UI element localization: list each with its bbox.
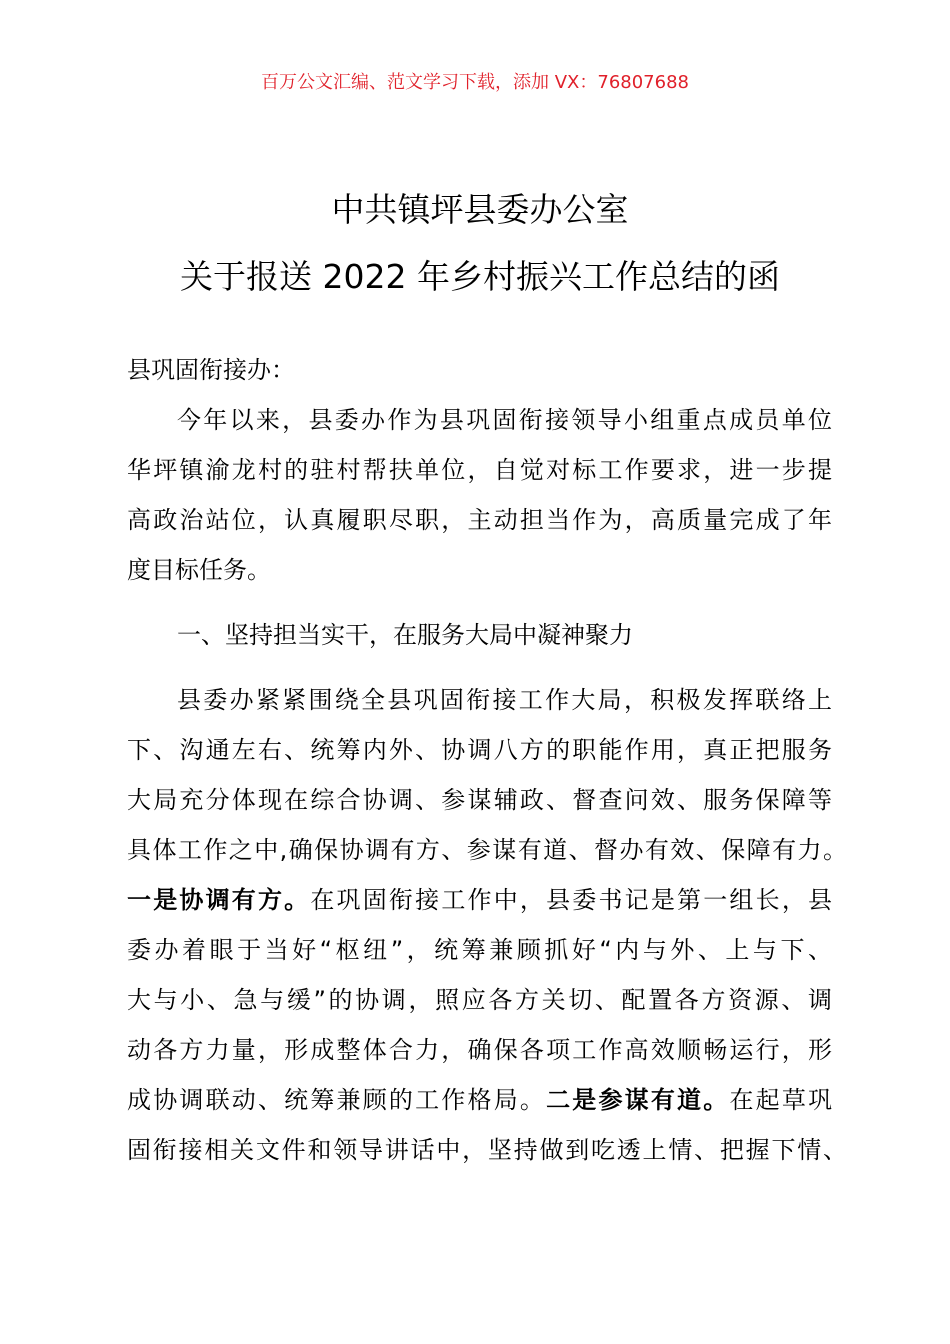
text-segment: 一、坚持担当实干，在服务大局中凝神聚力 — [177, 621, 633, 649]
text-segment: 华坪镇渝龙村的驻村帮扶单位，自觉对标工作要求，进一步提 — [127, 456, 832, 484]
text-segment: 高政治站位，认真履职尽职，主动担当作为，高质量完成了年 — [127, 506, 832, 534]
text-segment: 在巩固衔接工作中，县委书记是第一组长，县 — [310, 886, 833, 914]
body-text-line — [127, 555, 832, 585]
body-text-line — [127, 985, 832, 1015]
text-segment: 度目标任务。 — [127, 556, 271, 584]
body-text-line — [177, 685, 832, 715]
document-title-line-1: 中共镇坪县委办公室 — [331, 190, 629, 229]
bold-lead-phrase: 二是参谋有道。 — [546, 1086, 730, 1114]
text-segment: 在起草巩 — [729, 1086, 833, 1114]
body-text-line — [127, 455, 832, 485]
text-segment: 固衔接相关文件和领导讲话中，坚持做到吃透上情、把握下情、 — [127, 1136, 847, 1164]
watermark-banner: 百万公文汇编、范文学习下载，添加 VX：76807688 — [261, 72, 689, 93]
text-segment: 成协调联动、统筹兼顾的工作格局。 — [127, 1086, 547, 1114]
text-segment: 委办着眼于当好“枢纽”，统筹兼顾抓好“内与外、上与下、 — [127, 936, 832, 964]
text-segment: 下、沟通左右、统筹内外、协调八方的职能作用，真正把服务 — [127, 736, 832, 764]
salutation — [127, 355, 832, 385]
bold-lead-phrase: 一是协调有方。 — [127, 886, 311, 914]
body-text-line — [177, 405, 832, 435]
body-text-line — [127, 1135, 847, 1165]
text-segment: 县巩固衔接办： — [127, 356, 295, 384]
document-title-line-2: 关于报送 2022 年乡村振兴工作总结的函 — [180, 257, 780, 296]
section-heading — [177, 620, 832, 650]
body-text-line — [127, 1085, 832, 1115]
body-text-line — [127, 885, 832, 915]
body-text-line — [127, 505, 832, 535]
body-text-line — [127, 835, 847, 865]
body-text-line — [127, 935, 832, 965]
body-text-line — [127, 785, 832, 815]
text-segment: 大局充分体现在综合协调、参谋辅政、督查问效、服务保障等 — [127, 786, 832, 814]
text-segment: 动各方力量，形成整体合力，确保各项工作高效顺畅运行，形 — [127, 1036, 832, 1064]
text-segment: 县委办紧紧围绕全县巩固衔接工作大局，积极发挥联络上 — [177, 686, 832, 714]
text-segment: 具体工作之中,确保协调有方、参谋有道、督办有效、保障有力。 — [127, 836, 847, 864]
body-text-line — [127, 735, 832, 765]
body-text-line — [127, 1035, 832, 1065]
text-segment: 今年以来，县委办作为县巩固衔接领导小组重点成员单位 — [177, 406, 832, 434]
text-segment: 大与小、急与缓”的协调，照应各方关切、配置各方资源、调 — [127, 986, 832, 1014]
